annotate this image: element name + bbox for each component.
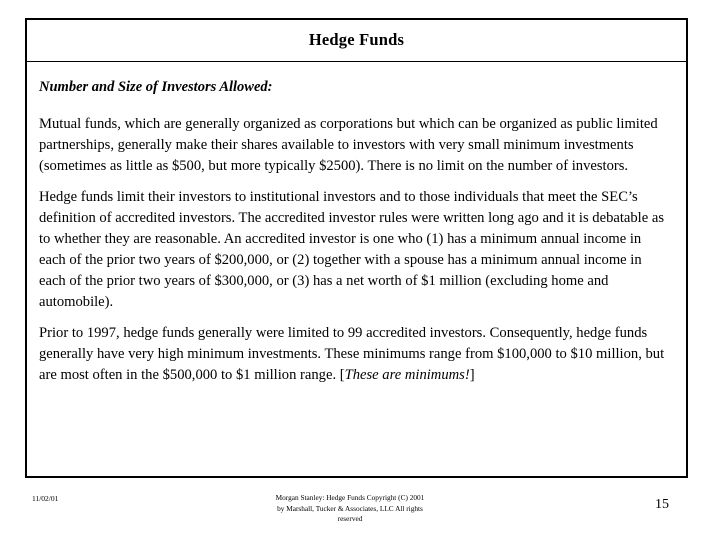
footer-copyright [200,493,500,525]
slide-footer [0,486,720,540]
footer-copyright-line-2: by Marshall, Tucker & Associates, LLC All rights [277,503,423,513]
slide-body [27,62,686,386]
paragraph-lead-text: Prior to 1997, hedge funds generally were limited to 99 accredited investors. Consequently, hedge funds generally have very high minimum investments. These minimums range from $100,000 to $10 million, but are most often in the $500,000 to $1 million range. [ [39,325,665,384]
footer-copyright-line-1: Morgan Stanley: Hedge Funds Copyright (C) 2001 [275,493,425,502]
body-paragraph [39,323,668,386]
footer-date: 11/02/01 [32,494,59,503]
footer-copyright-line-3: reserved [337,514,363,523]
body-paragraph: Mutual funds, which are generally organized as corporations but which can be organized as public limited partnerships, generally make their shares available to investors with very small minimum investments (sometimes as little as $500, but more typically $2500). There is no limit on the number of investors. [39,116,658,175]
section-subheading: Number and Size of Investors Allowed: [39,79,273,95]
slide-title-bar [27,20,686,62]
slide-content-box [25,18,688,478]
paragraph-tail-text: ] [469,367,475,384]
page-title: Hedge Funds [308,30,405,50]
paragraph-emphasis-text: These are minimums! [344,367,470,384]
body-paragraph: Hedge funds limit their investors to institutional investors and to those individuals that meet the SEC’s definition of accredited investors. The accredited investor rules were written long ago and it is debatable as to whether they are reasonable. An accredited investor is one who (1) has a minimum annual income in each of the prior two years of $200,000, or (2) together with a spouse has a minimum annual income in each of the prior two years of $300,000, or (3) has a net worth of $1 million (excluding home and automobile). [39,189,665,311]
page-number: 15 [655,497,669,512]
